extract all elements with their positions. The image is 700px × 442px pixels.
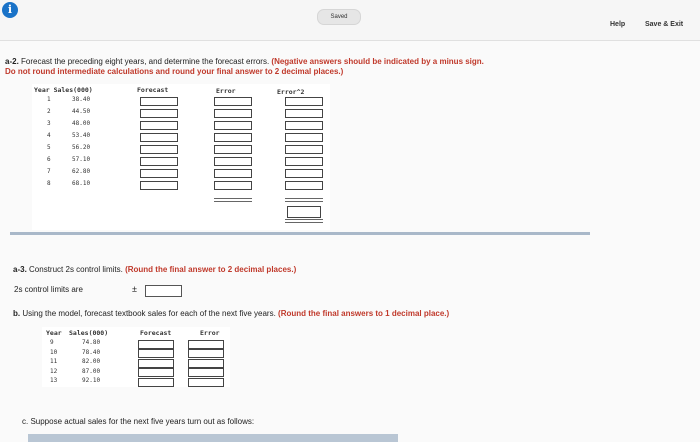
b-instruction-red: (Round the final answers to 1 decimal place.) [278, 309, 450, 318]
error-input[interactable] [214, 181, 252, 191]
sales-cell: 48.00 [72, 120, 91, 127]
error-squared-input[interactable] [285, 133, 323, 143]
sales-cell: 57.10 [72, 156, 91, 163]
forecast-input[interactable] [140, 157, 178, 167]
year-cell: 9 [50, 339, 54, 346]
total-rule [285, 219, 323, 220]
error-squared-input[interactable] [285, 121, 323, 131]
error-squared-input[interactable] [285, 181, 323, 191]
help-button[interactable]: Help [610, 21, 626, 28]
forecast-table-a2 [32, 84, 330, 230]
sales-cell: 68.10 [72, 180, 91, 187]
header-forecast: Forecast [137, 86, 169, 94]
a2-prefix: a-2. [5, 57, 19, 66]
error-input[interactable] [188, 368, 224, 377]
sales-cell: 92.10 [82, 377, 101, 384]
error-input[interactable] [188, 378, 224, 387]
error-squared-input[interactable] [285, 169, 323, 179]
b-text: Using the model, forecast textbook sales for each of the next five years. [22, 309, 276, 318]
question-a2 [5, 57, 645, 77]
header-year: Year [46, 329, 62, 337]
forecast-input[interactable] [138, 340, 174, 349]
question-a3 [13, 265, 296, 274]
header-forecast: Forecast [140, 329, 172, 337]
year-cell: 11 [50, 358, 58, 365]
sales-cell: 78.40 [82, 348, 101, 356]
header-error-squared: Error^2 [277, 88, 305, 96]
year-cell: 13 [50, 377, 58, 384]
control-limits-label: 2s control limits are [14, 285, 83, 294]
a3-text: Construct 2s control limits. [29, 265, 123, 274]
question-c: c. Suppose actual sales for the next five years turn out as follows: [22, 417, 255, 426]
year-cell: 3 [47, 120, 51, 127]
error-input[interactable] [188, 359, 224, 368]
error-squared-input[interactable] [285, 157, 323, 167]
plus-minus-symbol: ± [132, 284, 137, 294]
error-squared-sum-input[interactable] [287, 206, 321, 218]
forecast-input[interactable] [140, 97, 178, 107]
sales-cell: 62.80 [72, 168, 91, 175]
question-b [13, 309, 449, 318]
forecast-table-b [42, 327, 230, 387]
header-sales: Sales(000) [69, 329, 109, 337]
year-cell: 1 [47, 96, 51, 103]
section-divider [10, 232, 590, 235]
b-prefix: b. [13, 309, 21, 318]
sales-cell: 38.40 [72, 96, 91, 103]
sales-cell: 74.80 [82, 339, 101, 346]
error-input[interactable] [214, 145, 252, 155]
error-input[interactable] [188, 340, 224, 349]
bottom-table-header-bar [28, 434, 398, 442]
total-rule [214, 198, 252, 199]
error-input[interactable] [214, 97, 252, 107]
header-year-sales: Year Sales(000) [34, 86, 93, 94]
forecast-input[interactable] [138, 368, 174, 377]
a2-instruction-red: (Negative answers should be indicated by a minus sign. [271, 57, 484, 66]
sales-cell: 44.50 [72, 108, 91, 115]
year-cell: 5 [47, 144, 51, 151]
forecast-input[interactable] [140, 181, 178, 191]
error-input[interactable] [214, 109, 252, 119]
forecast-input[interactable] [138, 359, 174, 368]
year-cell: 7 [47, 168, 51, 175]
total-rule [285, 222, 323, 223]
error-input[interactable] [214, 157, 252, 167]
top-bar [0, 0, 700, 41]
forecast-input[interactable] [140, 121, 178, 131]
error-input[interactable] [214, 121, 252, 131]
forecast-input[interactable] [140, 133, 178, 143]
control-limit-input[interactable] [145, 285, 182, 297]
year-cell: 10 [50, 348, 58, 356]
a3-prefix: a-3. [13, 265, 27, 274]
header-error: Error [216, 87, 236, 95]
year-cell: 8 [47, 180, 51, 187]
error-input[interactable] [214, 169, 252, 179]
saved-status-badge: Saved [317, 9, 361, 25]
sales-cell: 82.00 [82, 358, 101, 365]
error-input[interactable] [214, 133, 252, 143]
year-cell: 4 [47, 132, 51, 139]
year-cell: 6 [47, 156, 51, 163]
total-rule [285, 201, 323, 202]
error-squared-input[interactable] [285, 145, 323, 155]
sales-cell: 53.40 [72, 132, 91, 139]
a3-instruction-red: (Round the final answer to 2 decimal places.) [125, 265, 297, 274]
forecast-input[interactable] [140, 169, 178, 179]
forecast-input[interactable] [140, 145, 178, 155]
error-squared-input[interactable] [285, 109, 323, 119]
save-exit-button[interactable]: Save & Exit [645, 21, 684, 28]
year-cell: 2 [47, 108, 51, 115]
total-rule [214, 201, 252, 202]
sales-cell: 56.20 [72, 144, 91, 151]
year-cell: 12 [50, 367, 58, 375]
error-squared-input[interactable] [285, 97, 323, 107]
forecast-input[interactable] [138, 349, 174, 358]
a2-text: Forecast the preceding eight years, and determine the forecast errors. [21, 57, 270, 66]
a2-instruction-bold: Do not round intermediate calculations and round your final answer to 2 decimal places.) [5, 67, 344, 76]
error-input[interactable] [188, 349, 224, 358]
forecast-input[interactable] [140, 109, 178, 119]
info-icon[interactable]: i [2, 2, 18, 18]
total-rule [285, 198, 323, 199]
sales-cell: 87.00 [82, 367, 101, 375]
forecast-input[interactable] [138, 378, 174, 387]
header-error: Error [200, 329, 220, 337]
